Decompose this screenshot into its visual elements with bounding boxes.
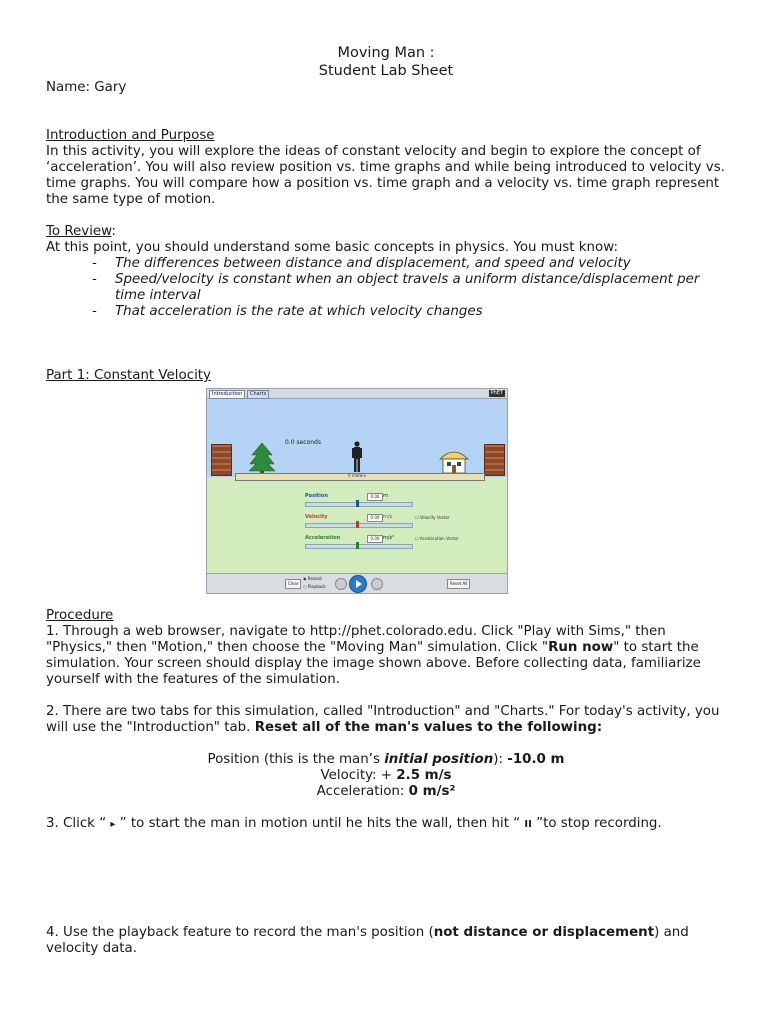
review-item: - Speed/velocity is constant when an object travels a uniform distance/displacement per time interval: [115, 272, 726, 304]
step4-text-b: ) and velocity data.: [46, 925, 689, 956]
step3-text-b: ” to start the man in motion until he hits the wall, then hit “: [115, 816, 525, 831]
time-readout: 0.0 seconds: [285, 439, 321, 446]
playback-control-bar: [207, 573, 507, 594]
acceleration-value-field[interactable]: 0.00: [367, 535, 383, 543]
position-label: Position: [305, 493, 328, 499]
procedure-step-4: [46, 925, 726, 957]
phet-logo: PhET: [490, 390, 503, 396]
tab-charts: Charts: [247, 390, 269, 399]
position-slider[interactable]: [305, 502, 413, 507]
acceleration-line: [46, 784, 726, 800]
step4-emphasis: not distance or displacement: [433, 925, 655, 940]
acceleration-unit: m/s²: [383, 535, 395, 541]
play-icon[interactable]: [349, 575, 367, 593]
record-label: Record: [307, 576, 322, 581]
pos-text-b: ):: [493, 752, 508, 767]
acceleration-vector-label: Acceleration Vector: [419, 536, 459, 541]
procedure-step-2: [46, 704, 726, 736]
position-slider-thumb[interactable]: [356, 500, 359, 507]
velocity-line: [46, 768, 726, 784]
procedure-step-3: [46, 816, 726, 833]
position-value-field[interactable]: 0.00: [367, 493, 383, 501]
rewind-icon[interactable]: [335, 578, 347, 590]
velocity-value: 2.5 m/s: [396, 768, 452, 783]
right-wall-icon: [484, 444, 505, 476]
acceleration-vector-checkbox[interactable]: ☐ Acceleration Vector: [415, 536, 459, 541]
acc-text-a: Acceleration:: [316, 784, 409, 799]
step3-text-a: 3. Click “: [46, 816, 111, 831]
velocity-label: Velocity: [305, 514, 328, 520]
title-line-1: Moving Man :: [337, 45, 435, 61]
review-list: [46, 256, 726, 320]
lab-sheet: [46, 44, 726, 957]
ruler-label: 0 meters: [348, 473, 366, 478]
acceleration-slider-thumb[interactable]: [356, 542, 359, 549]
review-text: At this point, you should understand some basic concepts in physics. You must know:: [46, 240, 618, 255]
position-unit: m: [383, 493, 388, 499]
tree-icon: [249, 443, 275, 475]
part1-heading: Part 1: Constant Velocity: [46, 368, 211, 383]
vel-text-a: Velocity: +: [320, 768, 397, 783]
play-symbol-icon: ▸: [110, 819, 116, 830]
procedure-heading: Procedure: [46, 608, 114, 623]
velocity-vector-label: Velocity Vector: [419, 515, 450, 520]
left-wall-icon: [211, 444, 232, 476]
playback-label: Playback: [307, 584, 326, 589]
review-colon: :: [111, 224, 116, 239]
moving-man-simulation-screenshot: [206, 388, 508, 594]
reset-all-button[interactable]: Reset All: [447, 579, 470, 589]
review-heading-line: [46, 224, 726, 240]
sim-tab-bar: [207, 389, 507, 399]
student-name: Name: Gary: [46, 80, 127, 95]
step1-text-a: 1. Through a web browser, navigate to http://phet.colorado.edu. Click "Play with Sims," then "Physics," then "Motion," then choose the "Moving Man" simulation. Click ": [46, 624, 666, 655]
review-heading: To Review: [46, 224, 112, 239]
intro-heading: Introduction and Purpose: [46, 128, 215, 143]
acceleration-value: 0 m/s²: [408, 784, 456, 799]
house-icon: [438, 447, 470, 475]
step-icon[interactable]: [371, 578, 383, 590]
velocity-slider-thumb[interactable]: [356, 521, 359, 528]
pos-text-a: Position (this is the man’s: [207, 752, 385, 767]
velocity-vector-checkbox[interactable]: ☐ Velocity Vector: [415, 515, 450, 520]
velocity-unit: m/s: [383, 514, 393, 520]
pause-symbol-icon: II: [524, 819, 532, 830]
moving-man-icon: [351, 441, 363, 473]
step2-text-a: 2. There are two tabs for this simulation, called "Introduction" and "Charts." For today's activity, you will use the "Introduction" tab.: [46, 704, 720, 735]
acceleration-slider[interactable]: [305, 544, 413, 549]
review-item: - The differences between distance and displacement, and speed and velocity: [115, 256, 726, 272]
step3-text-c: ”to stop recording.: [531, 816, 662, 831]
acceleration-label: Acceleration: [305, 535, 341, 541]
record-radio[interactable]: ◉ Record: [303, 576, 322, 581]
initial-position-emphasis: initial position: [384, 752, 494, 767]
playback-radio[interactable]: ○ Playback: [303, 584, 326, 589]
position-ruler: [235, 473, 485, 481]
step1-text-b: " to start the simulation. Your screen should display the image shown above. Before collecting data, familiarize yourself with the features of the simulation.: [46, 640, 701, 687]
initial-position-value: -10.0 m: [507, 752, 565, 767]
title-line-2: Student Lab Sheet: [318, 63, 454, 79]
velocity-value-field[interactable]: 0.00: [367, 514, 383, 522]
review-item: - That acceleration is the rate at which velocity changes: [115, 304, 726, 320]
velocity-slider[interactable]: [305, 523, 413, 528]
step4-text-a: 4. Use the playback feature to record the man's position (: [46, 925, 434, 940]
initial-position-line: [46, 752, 726, 768]
procedure-step-1: [46, 624, 726, 688]
step2-reset-instruction: Reset all of the man's values to the following:: [254, 720, 603, 735]
tab-introduction: Introduction: [209, 390, 245, 399]
intro-text: In this activity, you will explore the ideas of constant velocity and begin to explore the concept of ‘acceleration’. You will also review position vs. time graphs and while being introduced to velocity vs. time graphs. You will compare how a position vs. time graph and a velocity vs. time graph represent the same type of motion.: [46, 144, 725, 207]
clear-button[interactable]: Clear: [285, 579, 301, 589]
step1-run-now: Run now: [548, 640, 614, 655]
